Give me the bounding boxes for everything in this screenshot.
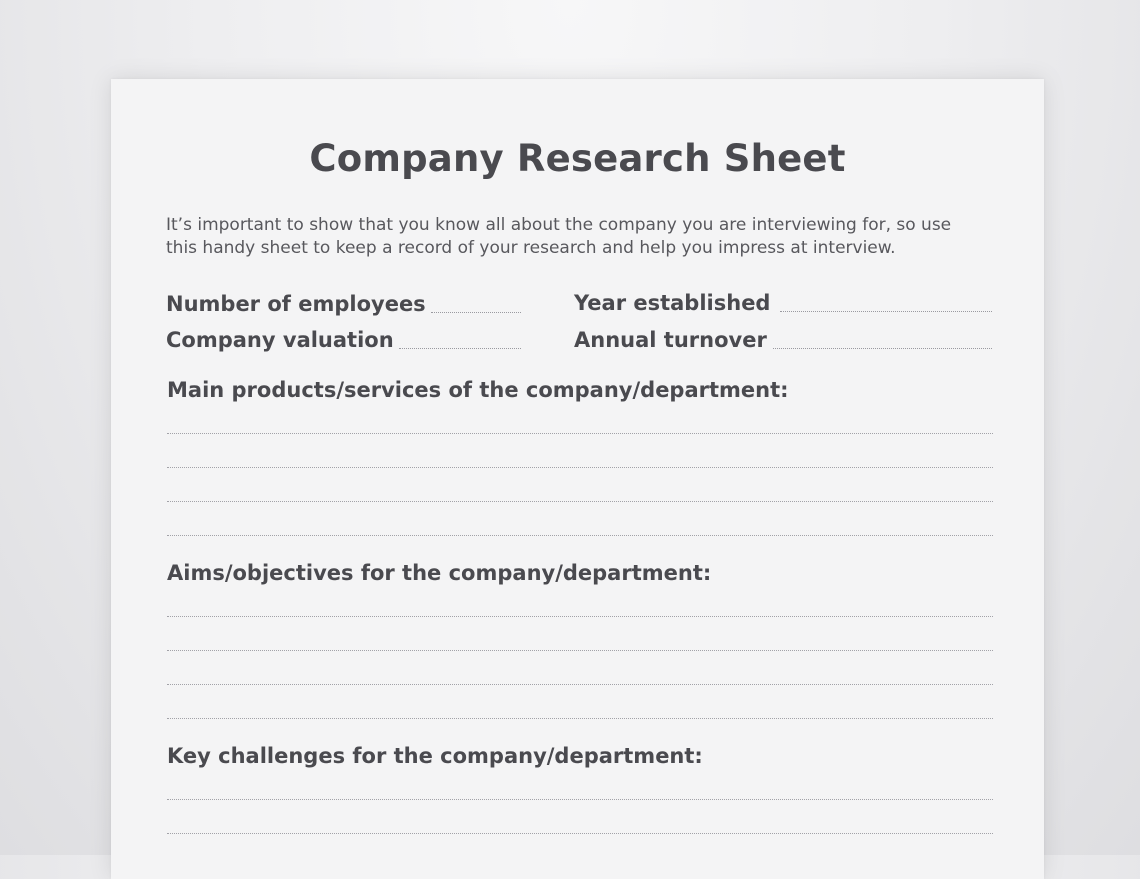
valuation-field [166, 323, 521, 353]
employees-field [166, 287, 521, 317]
turnover-label: Annual turnover [574, 328, 767, 352]
aims-heading: Aims/objectives for the company/department: [167, 561, 712, 585]
aims-line[interactable] [167, 684, 993, 685]
valuation-entry-line[interactable] [399, 347, 521, 349]
challenges-heading: Key challenges for the company/department: [167, 744, 703, 768]
employees-entry-line[interactable] [431, 311, 521, 313]
research-sheet [111, 79, 1044, 879]
challenges-line[interactable] [167, 799, 993, 800]
turnover-field [574, 323, 992, 353]
year-field [574, 286, 992, 316]
intro-text: It’s important to show that you know all about the company you are interviewing for, so use this handy sheet to keep a record of your research and help you impress at interview. [166, 215, 952, 258]
products-line[interactable] [167, 535, 993, 536]
employees-label: Number of employees [166, 292, 426, 316]
aims-line[interactable] [167, 718, 993, 719]
sheet-title: Company Research Sheet [309, 137, 846, 180]
products-line[interactable] [167, 467, 993, 468]
turnover-entry-line[interactable] [773, 347, 992, 349]
year-label: Year established [574, 291, 771, 315]
year-entry-line[interactable] [780, 310, 992, 312]
aims-line[interactable] [167, 650, 993, 651]
products-line[interactable] [167, 501, 993, 502]
products-line[interactable] [167, 433, 993, 434]
valuation-label: Company valuation [166, 328, 394, 352]
aims-line[interactable] [167, 616, 993, 617]
products-heading: Main products/services of the company/department: [167, 378, 789, 402]
challenges-line[interactable] [167, 833, 993, 834]
